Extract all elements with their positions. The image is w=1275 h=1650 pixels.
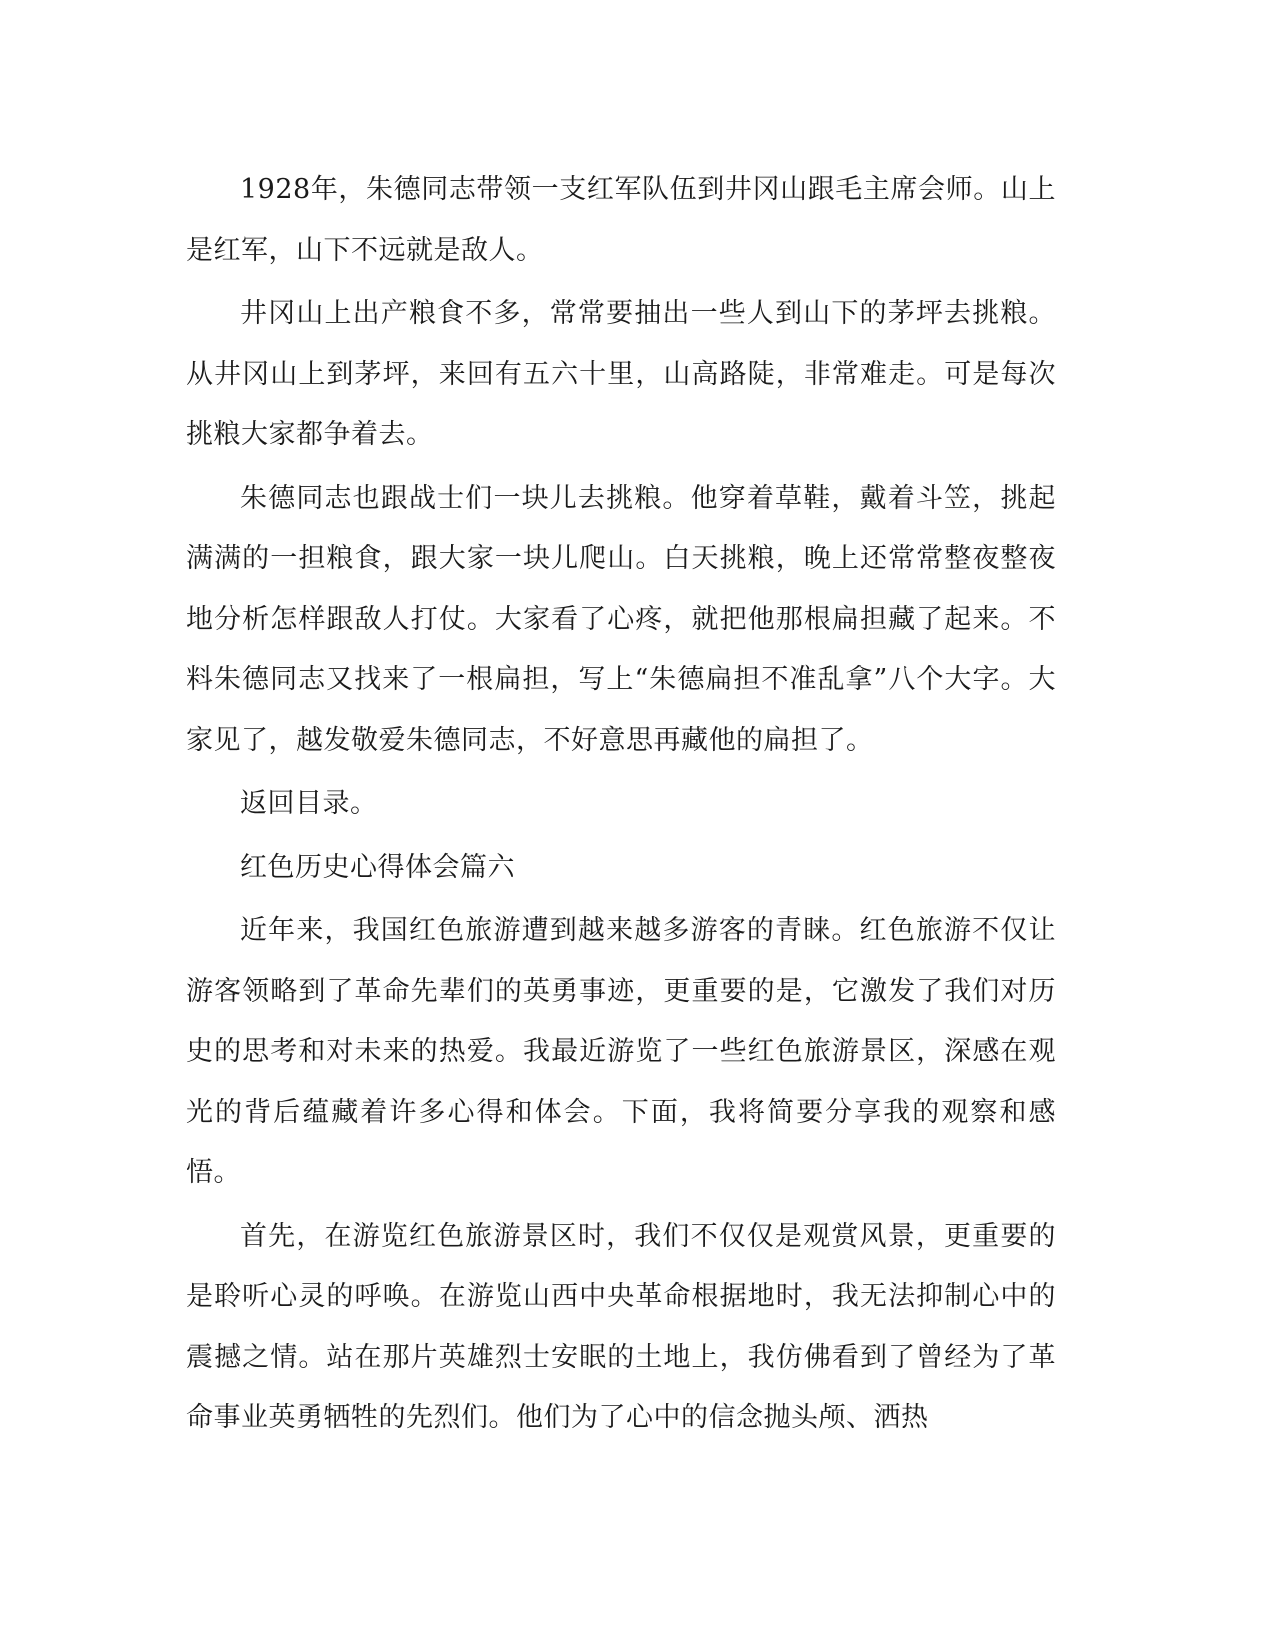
paragraph-1928-meeting: 1928年，朱德同志带领一支红军队伍到井冈山跟毛主席会师。山上是红军，山下不远就是敌人。 bbox=[186, 174, 1056, 266]
paragraph-first-point: 首先，在游览红色旅游景区时，我们不仅仅是观赏风景，更重要的是聆听心灵的呼唤。在游览山西中央革命根据地时，我无法抑制心中的震撼之情。站在那片英雄烈士安眠的土地上，我仿佛看到了曾经为了革命事业英勇牺牲的先烈们。他们为了心中的信念抛头颅、洒热 bbox=[186, 1220, 1056, 1433]
paragraph-grain-carrying: 井冈山上出产粮食不多，常常要抽出一些人到山下的茅坪去挑粮。从井冈山上到茅坪，来回有五六十里，山高路陡，非常难走。可是每次挑粮大家都争着去。 bbox=[186, 298, 1056, 450]
paragraph-red-tourism-intro: 近年来，我国红色旅游遭到越来越多游客的青睐。红色旅游不仅让游客领略到了革命先辈们的英勇事迹，更重要的是，它激发了我们对历史的思考和对未来的热爱。我最近游览了一些红色旅游景区，深感在观光的背后蕴藏着许多心得和体会。下面，我将简要分享我的观察和感悟。 bbox=[186, 915, 1056, 1188]
section-heading: 红色历史心得体会篇六 bbox=[240, 851, 515, 883]
document-body bbox=[186, 160, 1056, 1452]
paragraph-zhude-shoulder-pole: 朱德同志也跟战士们一块儿去挑粮。他穿着草鞋，戴着斗笠，挑起满满的一担粮食，跟大家一块儿爬山。白天挑粮，晚上还常常整夜整夜地分析怎样跟敌人打仗。大家看了心疼，就把他那根扁担藏了起来。不料朱德同志又找来了一根扁担，写上“朱德扁担不准乱拿”八个大字。大家见了，越发敬爱朱德同志，不好意思再藏他的扁担了。 bbox=[186, 482, 1056, 756]
return-to-contents-link[interactable]: 返回目录。 bbox=[240, 788, 378, 819]
